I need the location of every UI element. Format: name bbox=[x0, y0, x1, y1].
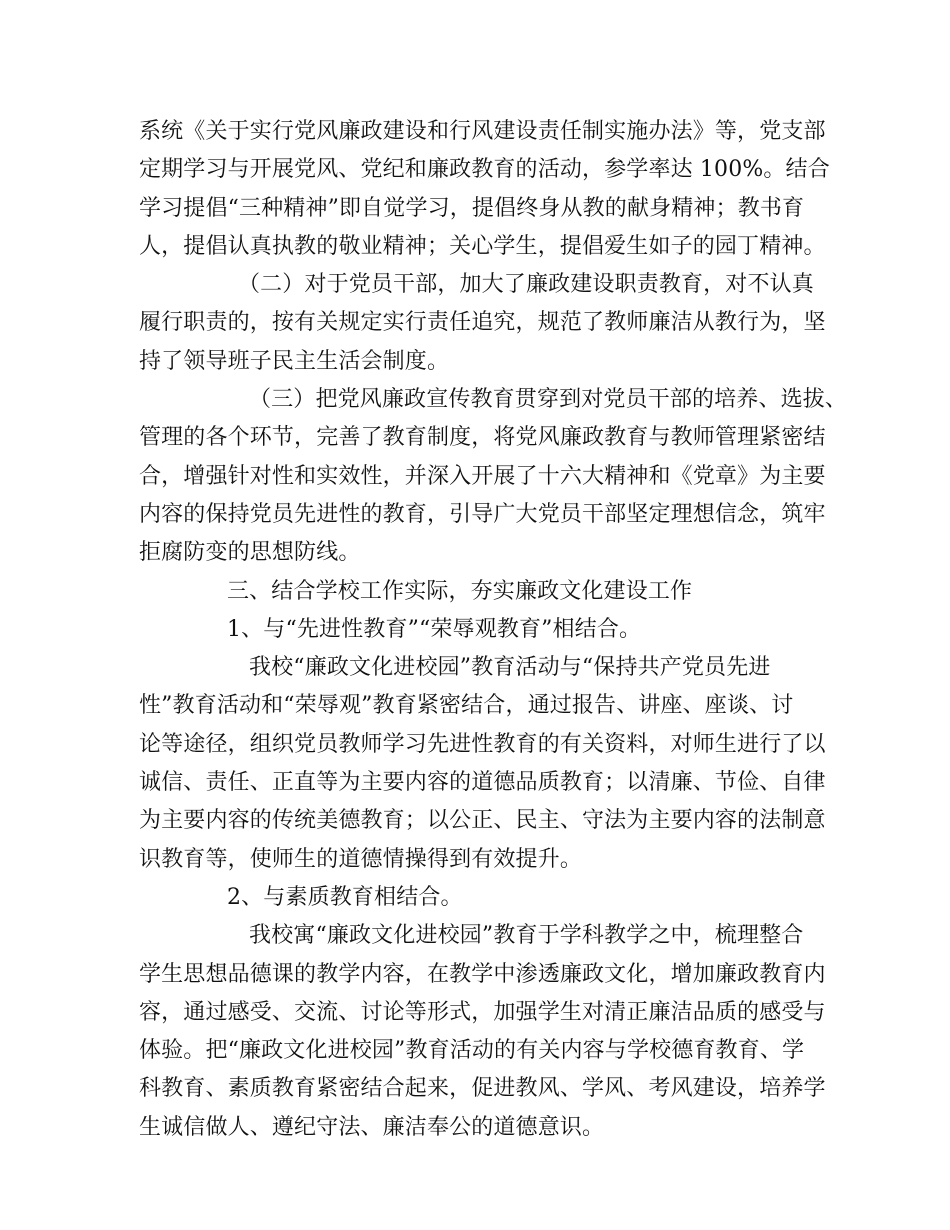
text-line: 论等途径，组织党员教师学习先进性教育的有关资料，对师生进行了以 bbox=[139, 731, 826, 757]
section-heading bbox=[139, 573, 819, 611]
text-line: 生诚信做人、遵纪守法、廉洁奉公的道德意识。 bbox=[139, 1114, 605, 1140]
text-line: 学习提倡“三种精神”即自觉学习，提倡终身从教的献身精神；教书育 bbox=[139, 195, 805, 221]
paragraph-continuation bbox=[139, 113, 830, 266]
paragraph-party-cadres bbox=[139, 266, 826, 381]
text-line: （二）对于党员干部，加大了廉政建设职责教育，对不认真 bbox=[238, 272, 814, 298]
text-line: 履行职责的，按有关规定实行责任追究，规范了教师廉洁从教行为，坚 bbox=[139, 310, 826, 336]
text-line: 为主要内容的传统美德教育；以公正、民主、守法为主要内容的法制意 bbox=[139, 808, 826, 834]
subsection-heading bbox=[139, 879, 819, 917]
text-line: 我校寓“廉政文化进校园”教育于学科教学之中，梳理整合 bbox=[249, 923, 804, 949]
text-line: 识教育等，使师生的道德情操得到有效提升。 bbox=[139, 846, 583, 872]
text-line: 科教育、素质教育紧密结合起来，促进教风、学风、考风建设，培养学 bbox=[139, 1076, 826, 1102]
text-line: 诚信、责任、正直等为主要内容的道德品质教育；以清廉、节俭、自律 bbox=[139, 770, 826, 796]
text-line: 我校“廉政文化进校园”教育活动与“保持共产党员先进 bbox=[249, 655, 771, 681]
section-title: 三、结合学校工作实际，夯实廉政文化建设工作 bbox=[227, 578, 693, 604]
paragraph-advanced-education bbox=[139, 649, 826, 879]
text-line: 系统《关于实行党风廉政建设和行风建设责任制实施办法》等，党支部 bbox=[139, 119, 826, 144]
paragraph-education-system bbox=[139, 381, 848, 572]
text-line: 性”教育活动和“荣辱观”教育紧密结合，通过报告、讲座、座谈、讨 bbox=[139, 693, 794, 719]
text-line: 拒腐防变的思想防线。 bbox=[139, 540, 361, 566]
text-line: 内容的保持党员先进性的教育，引导广大党员干部坚定理想信念，筑牢 bbox=[139, 501, 826, 527]
text-line: 人，提倡认真执教的敬业精神；关心学生，提倡爱生如子的园丁精神。 bbox=[139, 233, 826, 259]
text-line: 学生思想品德课的教学内容，在教学中渗透廉政文化，增加廉政教育内 bbox=[139, 961, 826, 987]
text-line: （三）把党风廉政宣传教育贯穿到对党员干部的培养、选拔、 bbox=[249, 387, 848, 413]
document-body bbox=[139, 113, 848, 1147]
subsection-heading bbox=[139, 611, 819, 649]
text-line: 管理的各个环节，完善了教育制度，将党风廉政教育与教师管理紧密结 bbox=[139, 425, 826, 451]
text-line: 定期学习与开展党风、党纪和廉政教育的活动，参学率达 100%。结合 bbox=[139, 157, 830, 183]
subsection-title: 2、与素质教育相结合。 bbox=[227, 884, 463, 910]
text-line: 持了领导班子民主生活会制度。 bbox=[139, 348, 450, 374]
text-line: 合，增强针对性和实效性，并深入开展了十六大精神和《党章》为主要 bbox=[139, 463, 826, 489]
paragraph-quality-education bbox=[139, 917, 826, 1147]
subsection-title: 1、与“先进性教育”“荣辱观教育”相结合。 bbox=[227, 616, 642, 642]
text-line: 体验。把“廉政文化进校园”教育活动的有关内容与学校德育教育、学 bbox=[139, 1038, 805, 1064]
text-line: 容，通过感受、交流、讨论等形式，加强学生对清正廉洁品质的感受与 bbox=[139, 999, 826, 1025]
